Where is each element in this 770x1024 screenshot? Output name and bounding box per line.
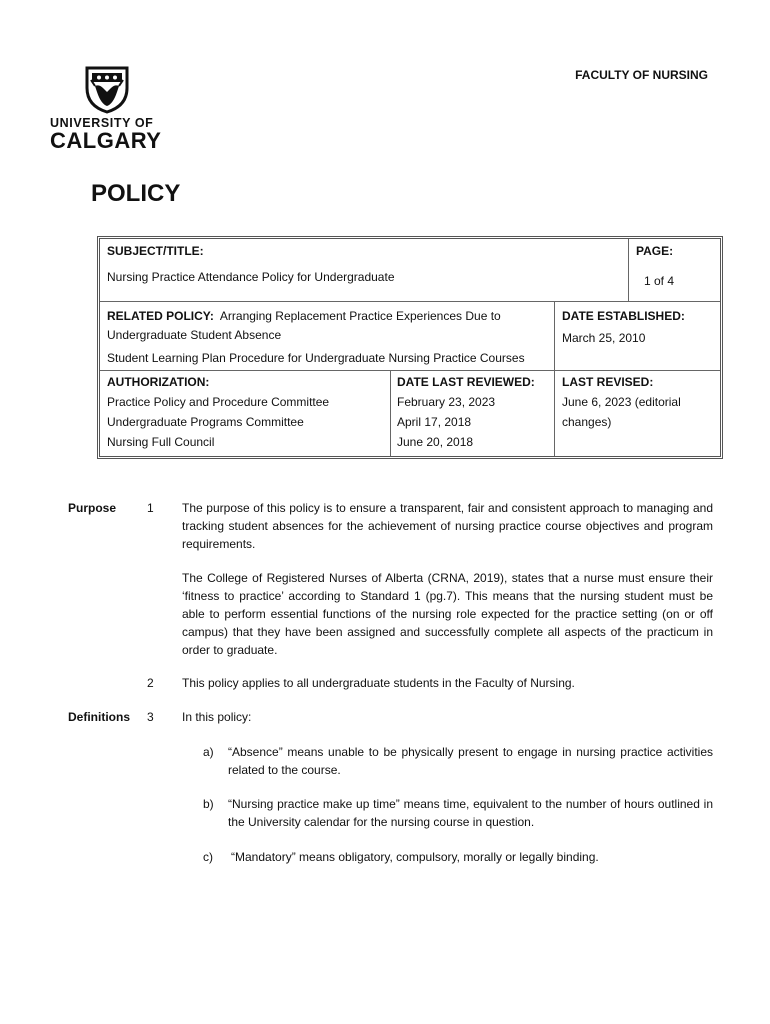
last-revised-line2: changes) — [562, 415, 612, 429]
definition-marker: c) — [203, 850, 213, 864]
date-established-label: DATE ESTABLISHED: — [562, 309, 685, 323]
date-reviewed-item: June 20, 2018 — [397, 435, 474, 449]
definitions-heading: Definitions — [68, 710, 130, 724]
related-policy-line2: Undergraduate Student Absence — [107, 328, 282, 342]
policy-metadata-table — [97, 236, 723, 459]
date-last-reviewed-label: DATE LAST REVIEWED: — [397, 375, 535, 389]
subject-label: SUBJECT/TITLE: — [107, 244, 204, 258]
authorization-label: AUTHORIZATION: — [107, 375, 210, 389]
related-policy-line1: Arranging Replacement Practice Experiences Due to — [219, 309, 501, 323]
authorization-item: Nursing Full Council — [107, 435, 215, 449]
subject-value: Nursing Practice Attendance Policy for Undergraduate — [107, 270, 395, 284]
related-policy-label: RELATED POLICY: — [107, 309, 214, 323]
related-policy — [107, 309, 501, 323]
definition-absence: “Absence” means unable to be physically present to engage in nursing practice activities related to the course. — [228, 745, 713, 777]
section-number: 2 — [147, 676, 154, 690]
purpose-heading: Purpose — [68, 501, 117, 515]
related-policy-line3: Student Learning Plan Procedure for Undergraduate Nursing Practice Courses — [107, 351, 525, 365]
university-name-line2: CALGARY — [50, 128, 162, 153]
definition-marker: b) — [203, 797, 214, 811]
definition-makeup-time: “Nursing practice make up time” means time, equivalent to the number of hours outlined in the University calendar for the nursing course in question. — [228, 797, 713, 829]
definition-mandatory: “Mandatory” means obligatory, compulsory, morally or legally binding. — [231, 850, 599, 864]
authorization-item: Undergraduate Programs Committee — [107, 415, 304, 429]
last-revised-line1: June 6, 2023 (editorial — [562, 395, 681, 409]
page-value: 1 of 4 — [644, 274, 675, 288]
purpose-paragraph: The purpose of this policy is to ensure a transparent, fair and consistent approach to managing and tracking student absences for the achievement of nursing practice course objectives and program requirements. — [182, 501, 713, 551]
definition-marker: a) — [203, 745, 214, 759]
section-number: 3 — [147, 710, 154, 724]
last-revised-label: LAST REVISED: — [562, 375, 654, 389]
page-label: PAGE: — [636, 244, 674, 258]
scope-paragraph: This policy applies to all undergraduate students in the Faculty of Nursing. — [182, 676, 575, 690]
date-established-value: March 25, 2010 — [562, 331, 646, 345]
faculty-name: FACULTY OF NURSING — [575, 68, 708, 82]
fitness-paragraph: The College of Registered Nurses of Alberta (CRNA, 2019), states that a nurse must ensure their ‘fitness to practice’ according to Standard 1 (pg.7). This means that the nursing student must be able to perform essential functions of the nursing role expected for the practice setting (on or off campus) that they have been assigned and successfully complete all aspects of the practicum in order to graduate. — [182, 571, 713, 657]
university-crest-icon — [83, 64, 131, 114]
page-title: POLICY — [91, 180, 181, 207]
definitions-intro: In this policy: — [182, 710, 252, 724]
date-reviewed-item: February 23, 2023 — [397, 395, 496, 409]
section-number: 1 — [147, 501, 154, 515]
date-reviewed-item: April 17, 2018 — [397, 415, 472, 429]
authorization-item: Practice Policy and Procedure Committee — [107, 395, 330, 409]
university-name-line1: UNIVERSITY OF — [50, 116, 154, 130]
